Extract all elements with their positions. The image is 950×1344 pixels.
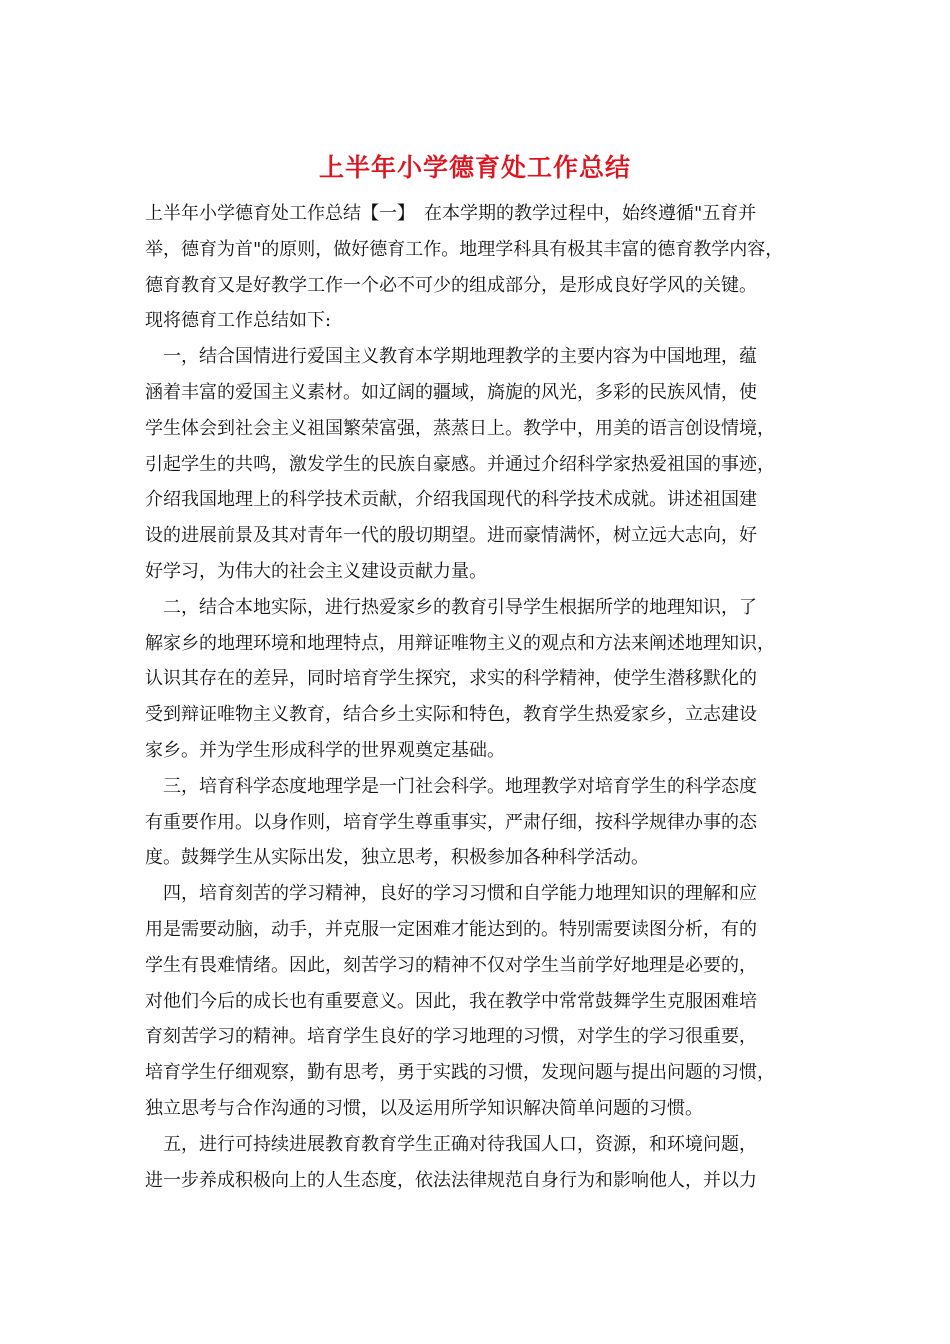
body-line: 学生有畏难情绪。因此，刻苦学习的精神不仅对学生当前学好地理是必要的， [145, 954, 757, 976]
body-line: 四，培育刻苦的学习精神，良好的学习习惯和自学能力地理知识的理解和应 [145, 883, 757, 905]
document-title: 上半年小学德育处工作总结 [318, 153, 631, 182]
body-line: 三，培育科学态度地理学是一门社会科学。地理教学对培育学生的科学态度 [145, 775, 757, 797]
body-line: 独立思考与合作沟通的习惯，以及运用所学知识解决简单问题的习惯。 [145, 1097, 703, 1119]
body-line: 育刻苦学习的精神。培育学生良好的学习地理的习惯，对学生的学习很重要， [145, 1026, 757, 1048]
body-line: 五，进行可持续进展教育教育学生正确对待我国人口，资源，和环境问题， [145, 1133, 757, 1155]
body-line: 解家乡的地理环境和地理特点，用辩证唯物主义的观点和方法来阐述地理知识， [145, 632, 775, 654]
body-line: 度。鼓舞学生从实际出发，独立思考，积极参加各种科学活动。 [145, 847, 649, 869]
body-line: 培育学生仔细观察，勤有思考，勇于实践的习惯，发现问题与提出问题的习惯， [145, 1062, 775, 1084]
body-line: 认识其存在的差异，同时培育学生探究，求实的科学精神，使学生潜移默化的 [145, 668, 757, 690]
body-line: 有重要作用。以身作则，培育学生尊重事实，严肃仔细，按科学规律办事的态 [145, 811, 757, 833]
body-line: 上半年小学德育处工作总结【一】 在本学期的教学过程中，始终遵循"五育并 [145, 203, 757, 224]
body-line: 介绍我国地理上的科学技术贡献，介绍我国现代的科学技术成就。讲述祖国建 [145, 489, 757, 511]
body-line: 用是需要动脑，动手，并克服一定困难才能达到的。特别需要读图分析，有的 [145, 918, 757, 940]
body-line: 现将德育工作总结如下: [145, 310, 332, 332]
body-line: 二，结合本地实际，进行热爱家乡的教育引导学生根据所学的地理知识，了 [145, 596, 757, 618]
body-line: 引起学生的共鸣，激发学生的民族自豪感。并通过介绍科学家热爱祖国的事迹， [145, 453, 775, 475]
body-line: 举，德育为首"的原则，做好德育工作。地理学科具有极其丰富的德育教学内容， [145, 238, 784, 260]
body-line: 对他们今后的成长也有重要意义。因此，我在教学中常常鼓舞学生克服困难培 [145, 990, 757, 1012]
body-line: 受到辩证唯物主义教育，结合乡土实际和特色，教育学生热爱家乡，立志建设 [145, 704, 757, 726]
body-line: 学生体会到社会主义祖国繁荣富强，蒸蒸日上。教学中，用美的语言创设情境， [145, 417, 775, 439]
body-line: 德育教育又是好教学工作一个必不可少的组成部分，是形成良好学风的关键。 [145, 274, 757, 296]
body-line: 家乡。并为学生形成科学的世界观奠定基础。 [145, 739, 505, 761]
document-body [145, 196, 815, 1198]
body-line: 一，结合国情进行爱国主义教育本学期地理教学的主要内容为中国地理，蕴 [145, 346, 757, 368]
body-line: 设的进展前景及其对青年一代的殷切期望。进而豪情满怀，树立远大志向，好 [145, 525, 757, 547]
body-line: 涵着丰富的爱国主义素材。如辽阔的疆域，旖旎的风光，多彩的民族风情，使 [145, 381, 757, 403]
body-line: 进一步养成积极向上的人生态度，依法法律规范自身行为和影响他人，并以力 [145, 1169, 757, 1191]
body-line: 好学习，为伟大的社会主义建设贡献力量。 [145, 560, 487, 582]
